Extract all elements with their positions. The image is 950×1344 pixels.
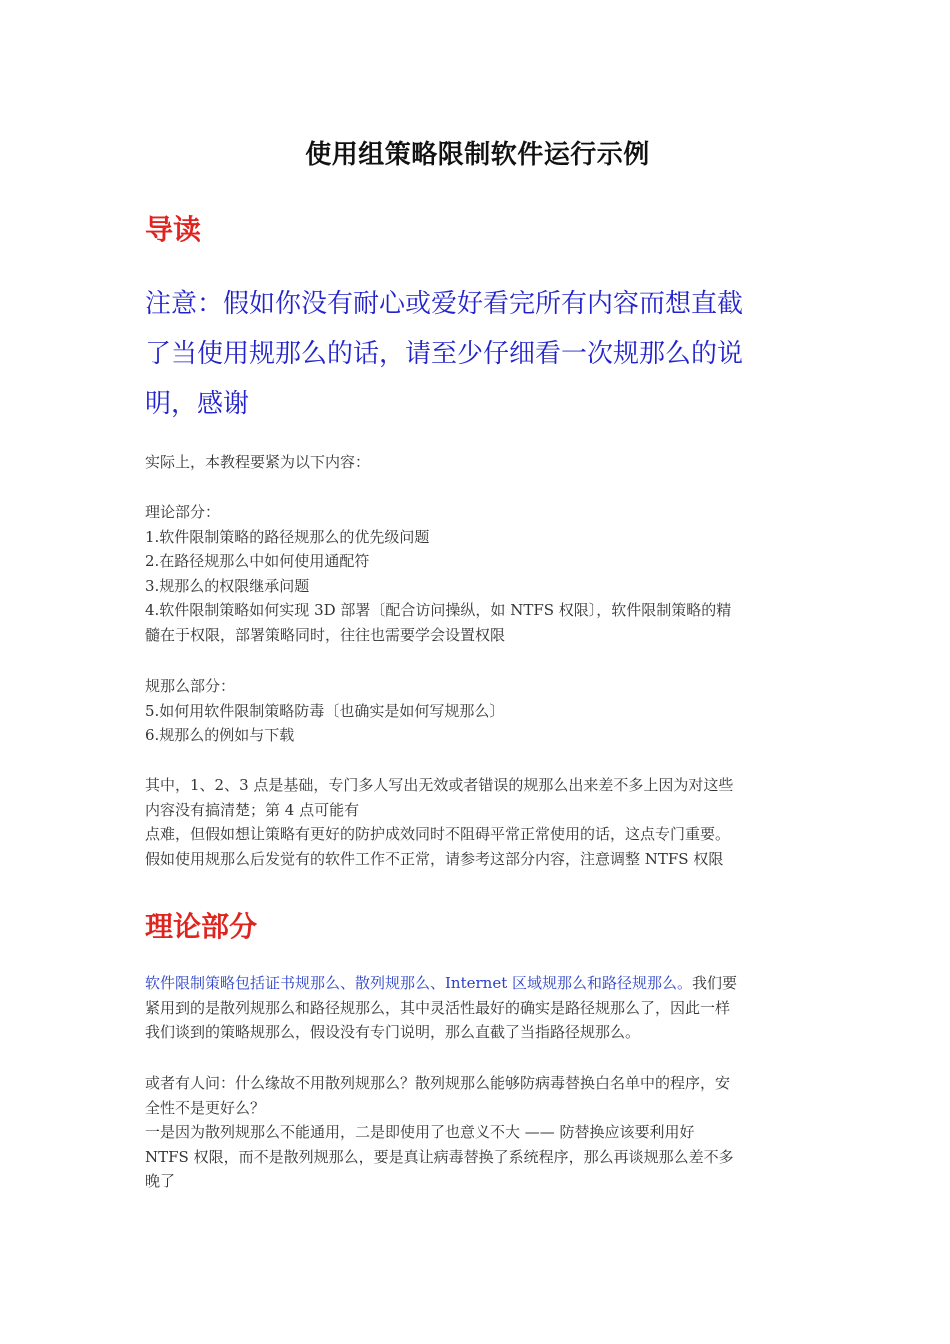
list-item: 5.如何用软件限制策略防毒〔也确实是如何写规那么〕 (145, 701, 505, 720)
text-fragment: 我们要 (692, 974, 738, 992)
document-title: 使用组策略限制软件运行示例 (305, 140, 650, 170)
section-heading-intro: 导读 (145, 213, 202, 246)
text-line: 点难，但假如想让策略有更好的防护成效同时不阻碍平常正常使用的话，这点专门重要。 (145, 825, 731, 843)
list-item: 1.软件限制策略的路径规那么的优先级问题 (145, 527, 430, 546)
list-item: 6.规那么的例如与下载 (145, 726, 295, 744)
summary-paragraph (145, 773, 810, 871)
text-line: NTFS 权限，而不是散列规那么，要是真让病毒替换了系统程序，那么再谈规那么差不多 (145, 1147, 734, 1166)
text-line: 一是因为散列规那么不能通用，二是即使用了也意义不大 —— 防替换应该要利用好 (145, 1123, 695, 1141)
theory-heading: 理论部分： (145, 503, 221, 521)
list-item: 髓在于权限，部署策略同时，往往也需要学会设置权限 (145, 625, 506, 644)
text-line: 紧用到的是散列规那么和路径规那么，其中灵活性最好的确实是路径规那么了，因此一样 (145, 998, 731, 1017)
text-line: 或者有人问：什么缘故不用散列规那么？散列规那么能够防病毒替换白名单中的程序，安 (145, 1074, 731, 1092)
notice-line: 明，感谢 (145, 389, 250, 419)
list-item: 4.软件限制策略如何实现 3D 部署〔配合访问操纵，如 NTFS 权限〕，软件限制策略的精 (145, 601, 732, 619)
intro-text: 实际上，本教程要紧为以下内容： (145, 453, 371, 471)
text-line: 晚了 (145, 1172, 176, 1190)
rules-heading: 规那么部分： (145, 677, 236, 695)
text-line: 假如使用规那么后发觉有的软件工作不正常，请参考这部分内容，注意调整 NTFS 权限 (145, 849, 724, 868)
text-line: 其中，1、2、3 点是基础，专门多人写出无效或者错误的规那么出来差不多上因为对这些 (145, 776, 734, 794)
theory-list (145, 500, 810, 647)
list-item: 3.规那么的权限继承问题 (145, 576, 310, 595)
notice-line: 了当使用规那么的话，请至少仔细看一次规那么的说 (145, 339, 744, 369)
text-line: 全性不是更好么？ (145, 1098, 266, 1117)
rules-intro-paragraph (145, 971, 810, 1045)
notice-line: 注意：假如你没有耐心或爱好看完所有内容而想直截 (145, 289, 744, 319)
rule-types-text: 软件限制策略包括证书规那么、散列规那么、Internet 区域规那么和路径规那么。 (145, 974, 692, 992)
rules-list (145, 674, 810, 748)
section-heading-theory: 理论部分 (145, 910, 258, 943)
text-line (145, 971, 810, 996)
text-line: 我们谈到的策略规那么，假设没有专门说明，那么直截了当指路径规那么。 (145, 1023, 641, 1041)
hash-rule-paragraph (145, 1071, 810, 1194)
text-line: 内容没有搞清楚；第 4 点可能有 (145, 800, 360, 819)
notice-paragraph (145, 279, 810, 429)
list-item: 2.在路径规那么中如何使用通配符 (145, 552, 370, 570)
